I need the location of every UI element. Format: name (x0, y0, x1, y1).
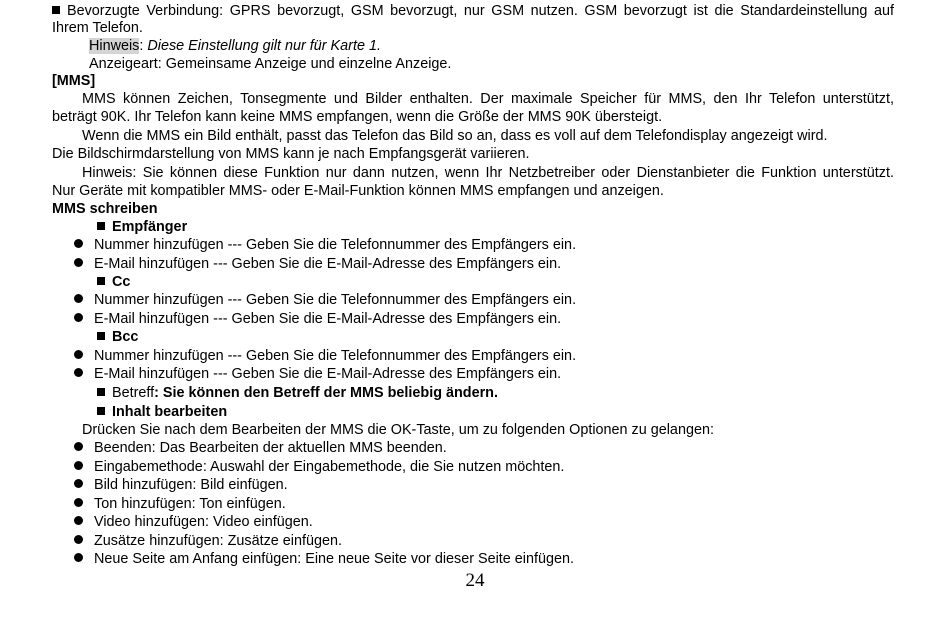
hint-line: Hinweis: Diese Einstellung gilt nur für Karte 1. (89, 38, 381, 54)
mms-paragraph-1-cont: beträgt 90K. Ihr Telefon kann keine MMS empfangen, wenn die Größe der MMS 90K übersteigt. (52, 109, 663, 125)
hint-text: Diese Einstellung gilt nur für Karte 1. (147, 38, 381, 54)
list-item: Nummer hinzufügen --- Geben Sie die Telefonnummer des Empfängers ein. (74, 236, 894, 254)
list-item: E-Mail hinzufügen --- Geben Sie die E-Mail-Adresse des Empfängers ein. (74, 365, 894, 383)
list-item: Video hinzufügen: Video einfügen. (74, 513, 894, 531)
square-bullet-icon (97, 277, 105, 285)
dot-bullet-icon (74, 498, 83, 507)
dot-bullet-icon (74, 553, 83, 562)
list-item: E-Mail hinzufügen --- Geben Sie die E-Mail-Adresse des Empfängers ein. (74, 255, 894, 273)
dot-bullet-icon (74, 368, 83, 377)
dot-bullet-icon (74, 350, 83, 359)
list-item: Neue Seite am Anfang einfügen: Eine neue Seite vor dieser Seite einfügen. (74, 550, 894, 568)
write-mms-heading: MMS schreiben (52, 201, 158, 217)
page-number: 24 (465, 570, 485, 591)
recipient-heading: Empfänger (97, 218, 939, 236)
edit-content-heading: Inhalt bearbeiten (97, 403, 939, 421)
bcc-heading: Bcc (97, 328, 939, 346)
mms-paragraph-2-cont: Die Bildschirmdarstellung von MMS kann je nach Empfangsgerät variieren. (52, 146, 530, 162)
dot-bullet-icon (74, 442, 83, 451)
square-bullet-icon (97, 407, 105, 415)
list-item: E-Mail hinzufügen --- Geben Sie die E-Mail-Adresse des Empfängers ein. (74, 310, 894, 328)
dot-bullet-icon (74, 479, 83, 488)
list-item: Bild hinzufügen: Bild einfügen. (74, 476, 894, 494)
dot-bullet-icon (74, 239, 83, 248)
cc-heading: Cc (97, 273, 939, 291)
dot-bullet-icon (74, 535, 83, 544)
list-item: Eingabemethode: Auswahl der Eingabemethode, die Sie nutzen möchten. (74, 458, 894, 476)
list-item: Nummer hinzufügen --- Geben Sie die Telefonnummer des Empfängers ein. (74, 347, 894, 365)
dot-bullet-icon (74, 313, 83, 322)
square-bullet-icon (97, 332, 105, 340)
dot-bullet-icon (74, 516, 83, 525)
mms-paragraph-1: MMS können Zeichen, Tonsegmente und Bilder enthalten. Der maximale Speicher für MMS, den Ihr Telefon unterstützt, (82, 91, 894, 107)
mms-paragraph-2: Wenn die MMS ein Bild enthält, passt das Telefon das Bild so an, dass es voll auf dem Telefondisplay angezeigt wird. (82, 128, 828, 144)
list-item: Zusätze hinzufügen: Zusätze einfügen. (74, 532, 894, 550)
list-item: Ton hinzufügen: Ton einfügen. (74, 495, 894, 513)
display-type-line: Anzeigeart: Gemeinsame Anzeige und einzelne Anzeige. (89, 56, 452, 72)
list-item: Beenden: Das Bearbeiten der aktuellen MMS beenden. (74, 439, 894, 457)
dot-bullet-icon (74, 258, 83, 267)
ok-instructions: Drücken Sie nach dem Bearbeiten der MMS die OK-Taste, um zu folgenden Optionen zu gelangen: (82, 422, 714, 438)
hint-label: Hinweis (89, 38, 140, 54)
square-bullet-icon (97, 222, 105, 230)
dot-bullet-icon (74, 294, 83, 303)
mms-paragraph-3: Hinweis: Sie können diese Funktion nur dann nutzen, wenn Ihr Netzbetreiber oder Dienstanbieter die Funktion unterstützt. (82, 165, 894, 181)
mms-heading: [MMS] (52, 73, 96, 89)
paragraph-connection: Bevorzugte Verbindung: GPRS bevorzugt, GSM bevorzugt, nur GSM nutzen. GSM bevorzugt ist die Standardeinstellung auf (52, 2, 894, 20)
mms-paragraph-3-cont: Nur Geräte mit kompatibler MMS- oder E-Mail-Funktion können MMS empfangen und anzeigen. (52, 183, 664, 199)
square-bullet-icon (97, 388, 105, 396)
subject-heading: Betreff: Sie können den Betreff der MMS beliebig ändern. (97, 384, 939, 402)
square-bullet-icon (52, 6, 60, 14)
paragraph-connection-cont: Ihrem Telefon. (52, 20, 143, 36)
dot-bullet-icon (74, 461, 83, 470)
list-item: Nummer hinzufügen --- Geben Sie die Telefonnummer des Empfängers ein. (74, 291, 894, 309)
